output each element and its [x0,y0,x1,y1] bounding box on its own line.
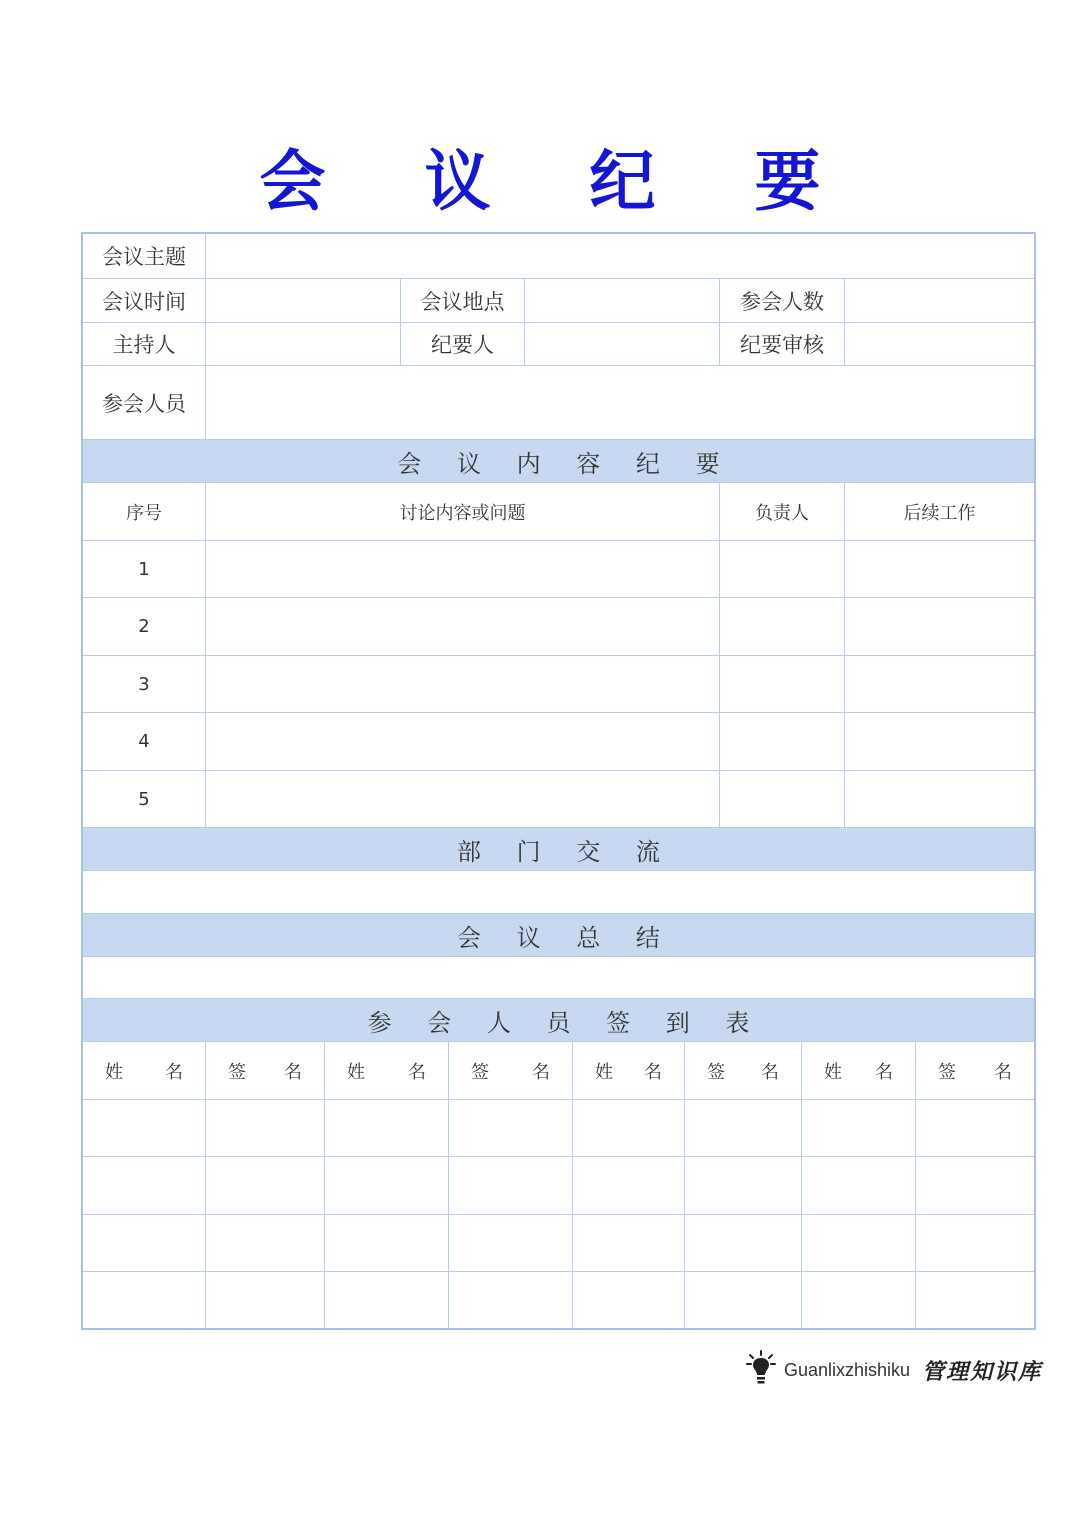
lightbulb-icon [746,1350,776,1390]
recorder-label: 纪要人 [401,323,525,366]
signin-signature-cell[interactable] [449,1272,573,1328]
signin-signature-cell[interactable] [206,1272,325,1328]
dept-field[interactable] [83,871,1034,914]
signin-name-cell[interactable] [573,1272,685,1328]
signin-header-signature [685,1042,802,1100]
signin-signature-cell[interactable] [449,1215,573,1272]
signin-name-cell[interactable] [573,1157,685,1215]
owner-cell[interactable] [720,713,845,771]
signin-name-cell[interactable] [573,1100,685,1157]
signin-signature-cell[interactable] [685,1272,802,1328]
signin-header-name [83,1042,206,1100]
header-char: 名 [165,1061,183,1083]
signin-header-signature [206,1042,325,1100]
time-label: 会议时间 [83,279,206,323]
header-char: 姓 [595,1061,613,1083]
row-index: 3 [83,656,206,713]
host-label: 主持人 [83,323,206,366]
followup-cell[interactable] [845,713,1034,771]
header-char: 名 [875,1061,893,1083]
signin-signature-cell[interactable] [916,1215,1034,1272]
place-field[interactable] [525,279,720,323]
signin-signature-cell[interactable] [685,1157,802,1215]
signin-header-name [325,1042,449,1100]
review-field[interactable] [845,323,1034,366]
signin-signature-cell[interactable] [449,1100,573,1157]
signin-signature-cell[interactable] [916,1157,1034,1215]
topic-label: 会议主题 [83,234,206,279]
signin-name-cell[interactable] [802,1100,916,1157]
header-char: 姓 [824,1061,842,1083]
header-char: 名 [532,1061,550,1083]
discussion-cell[interactable] [206,656,720,713]
row-index: 5 [83,771,206,828]
header-char: 签 [471,1061,489,1083]
topic-field[interactable] [206,234,1034,279]
signin-name-cell[interactable] [83,1100,206,1157]
signin-name-cell[interactable] [325,1100,449,1157]
owner-cell[interactable] [720,541,845,598]
footer-latin-text: Guanlixzhishiku [784,1359,911,1380]
header-char: 名 [644,1061,662,1083]
dept-section-heading: 部 门 交 流 [83,828,1034,871]
header-char: 签 [707,1061,725,1083]
header-discussion: 讨论内容或问题 [206,483,720,541]
row-index: 1 [83,541,206,598]
followup-cell[interactable] [845,771,1034,828]
header-char: 名 [761,1061,779,1083]
header-char: 名 [994,1061,1012,1083]
owner-cell[interactable] [720,598,845,656]
content-section-heading: 会 议 内 容 纪 要 [83,440,1034,483]
signin-signature-cell[interactable] [206,1100,325,1157]
header-followup: 后续工作 [845,483,1034,541]
signin-signature-cell[interactable] [206,1215,325,1272]
followup-cell[interactable] [845,598,1034,656]
footer-brand [746,1350,1042,1390]
row-index: 4 [83,713,206,771]
header-char: 姓 [347,1061,365,1083]
signin-header-name [802,1042,916,1100]
owner-cell[interactable] [720,771,845,828]
discussion-cell[interactable] [206,598,720,656]
meeting-minutes-form [81,232,1036,1330]
count-label: 参会人数 [720,279,845,323]
recorder-field[interactable] [525,323,720,366]
header-char: 名 [284,1061,302,1083]
attendees-field[interactable] [206,366,1034,440]
signin-header-signature [916,1042,1034,1100]
header-char: 签 [228,1061,246,1083]
signin-name-cell[interactable] [325,1157,449,1215]
signin-signature-cell[interactable] [916,1100,1034,1157]
place-label: 会议地点 [401,279,525,323]
signin-signature-cell[interactable] [685,1100,802,1157]
signin-name-cell[interactable] [83,1215,206,1272]
signin-name-cell[interactable] [802,1157,916,1215]
signin-name-cell[interactable] [573,1215,685,1272]
header-owner: 负责人 [720,483,845,541]
signin-name-cell[interactable] [802,1215,916,1272]
time-field[interactable] [206,279,401,323]
summary-field[interactable] [83,957,1034,999]
signin-name-cell[interactable] [83,1157,206,1215]
signin-signature-cell[interactable] [206,1157,325,1215]
signin-header-signature [449,1042,573,1100]
signin-signature-cell[interactable] [449,1157,573,1215]
summary-section-heading: 会 议 总 结 [83,914,1034,957]
header-char: 姓 [105,1061,123,1083]
signin-name-cell[interactable] [325,1215,449,1272]
signin-header-name [573,1042,685,1100]
header-char: 签 [938,1061,956,1083]
signin-name-cell[interactable] [802,1272,916,1328]
review-label: 纪要审核 [720,323,845,366]
footer-cn-text: 管理知识库 [922,1358,1043,1385]
followup-cell[interactable] [845,656,1034,713]
signin-name-cell[interactable] [325,1272,449,1328]
signin-name-cell[interactable] [83,1272,206,1328]
discussion-cell[interactable] [206,771,720,828]
discussion-cell[interactable] [206,541,720,598]
signin-signature-cell[interactable] [685,1215,802,1272]
page-title: 会 议 纪 要 [259,143,859,220]
attendees-label: 参会人员 [83,366,206,440]
row-index: 2 [83,598,206,656]
host-field[interactable] [206,323,401,366]
signin-section-heading: 参 会 人 员 签 到 表 [83,999,1034,1042]
header-char: 名 [408,1061,426,1083]
header-index: 序号 [83,483,206,541]
count-field[interactable] [845,279,1034,323]
followup-cell[interactable] [845,541,1034,598]
discussion-cell[interactable] [206,713,720,771]
owner-cell[interactable] [720,656,845,713]
signin-signature-cell[interactable] [916,1272,1034,1328]
